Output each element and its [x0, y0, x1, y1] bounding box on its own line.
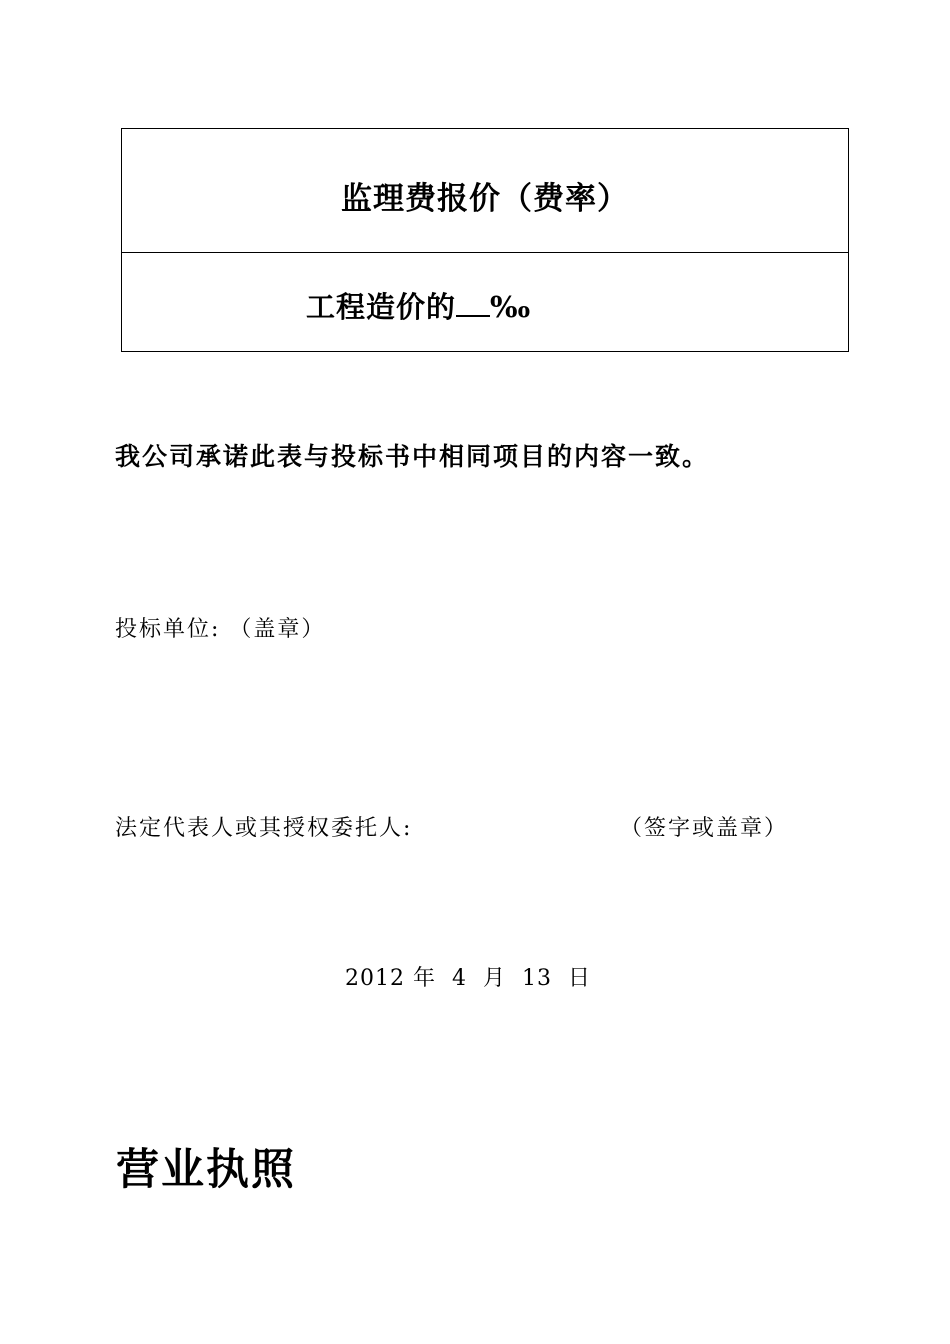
- date-month: 4: [452, 966, 468, 991]
- date-year: 2012: [345, 966, 405, 991]
- fee-rate-blank: [456, 291, 490, 317]
- fee-quote-table: [121, 128, 849, 352]
- fee-table-rate-row: [122, 253, 848, 351]
- business-license-heading: 营业执照: [116, 1145, 296, 1195]
- signing-date: [345, 961, 591, 992]
- legal-rep-stamp-note: （签字或盖章）: [620, 816, 789, 841]
- date-month-unit: 月: [483, 966, 507, 991]
- bidder-line: [115, 612, 325, 643]
- date-year-unit: 年: [413, 966, 437, 991]
- fee-rate-text: [306, 285, 531, 326]
- fee-rate-suffix: ‰: [490, 290, 532, 324]
- fee-table-title: 监理费报价（费率）: [341, 181, 629, 217]
- pledge-statement: 我公司承诺此表与投标书中相同项目的内容一致。: [115, 442, 710, 471]
- bidder-stamp-note: （盖章）: [229, 617, 326, 642]
- fee-rate-prefix: 工程造价的: [306, 290, 457, 324]
- fee-table-title-row: [122, 129, 848, 253]
- bidder-label: 投标单位:: [115, 617, 221, 642]
- date-day-unit: 日: [568, 966, 592, 991]
- date-day: 13: [522, 966, 553, 991]
- legal-rep-label: 法定代表人或其授权委托人:: [115, 816, 413, 841]
